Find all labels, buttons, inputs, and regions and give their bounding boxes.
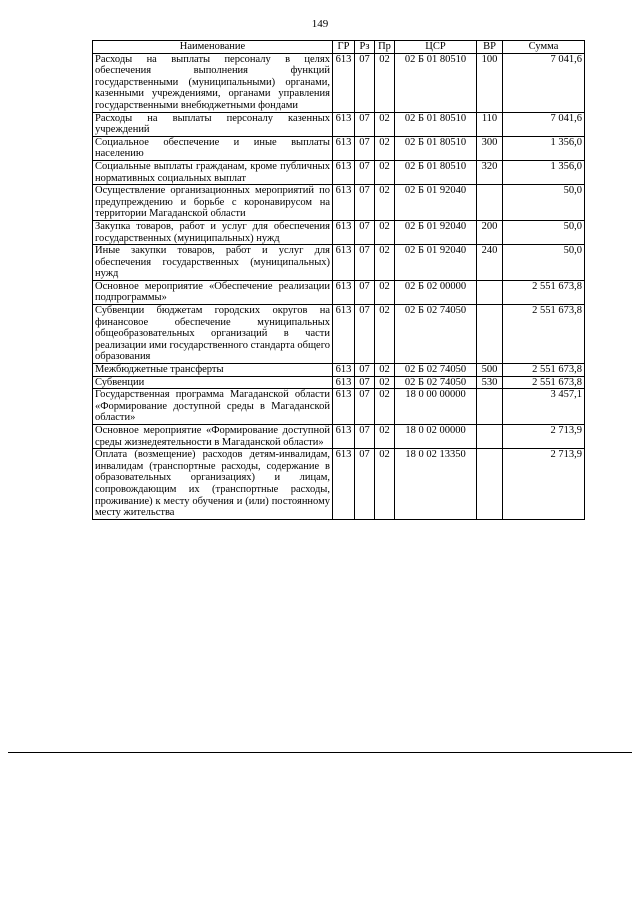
table-row (93, 389, 585, 425)
cell-gr: 613 (333, 185, 355, 221)
cell-vr: 100 (477, 53, 503, 112)
cell-rz: 07 (355, 220, 375, 244)
cell-rz: 07 (355, 449, 375, 520)
cell-pr: 02 (375, 220, 395, 244)
budget-table (92, 40, 585, 520)
cell-gr: 613 (333, 53, 355, 112)
cell-csr: 02 Б 01 80510 (395, 160, 477, 184)
table-row (93, 245, 585, 281)
cell-pr: 02 (375, 364, 395, 377)
cell-pr: 02 (375, 425, 395, 449)
cell-gr: 613 (333, 160, 355, 184)
cell-name: Основное мероприятие «Обеспечение реализации подпрограммы» (93, 280, 333, 304)
cell-gr: 613 (333, 305, 355, 364)
cell-vr (477, 449, 503, 520)
table-row (93, 364, 585, 377)
header-csr: ЦСР (395, 41, 477, 54)
cell-name: Расходы на выплаты персоналу казенных учреждений (93, 112, 333, 136)
cell-gr: 613 (333, 245, 355, 281)
cell-sum: 2 713,9 (503, 449, 585, 520)
cell-vr (477, 280, 503, 304)
cell-name: Субвенции (93, 376, 333, 389)
cell-rz: 07 (355, 136, 375, 160)
cell-name: Оплата (возмещение) расходов детям-инвалидам, инвалидам (транспортные расходы, содержание в образовательных организациях) и лицам, сопровождающим их (транспортные расходы, проживание) к месту обучения и (или) постоянному месту жительства (93, 449, 333, 520)
cell-vr: 300 (477, 136, 503, 160)
cell-csr: 18 0 02 13350 (395, 449, 477, 520)
cell-pr: 02 (375, 185, 395, 221)
cell-rz: 07 (355, 364, 375, 377)
page-divider-line (8, 752, 632, 753)
cell-sum: 2 551 673,8 (503, 376, 585, 389)
cell-gr: 613 (333, 425, 355, 449)
cell-csr: 02 Б 02 74050 (395, 305, 477, 364)
table-row (93, 376, 585, 389)
cell-gr: 613 (333, 449, 355, 520)
cell-pr: 02 (375, 449, 395, 520)
cell-gr: 613 (333, 376, 355, 389)
cell-csr: 02 Б 02 74050 (395, 364, 477, 377)
header-name: Наименование (93, 41, 333, 54)
table-row (93, 136, 585, 160)
header-vr: ВР (477, 41, 503, 54)
cell-gr: 613 (333, 220, 355, 244)
cell-vr: 240 (477, 245, 503, 281)
cell-name: Расходы на выплаты персоналу в целях обеспечения выполнения функций государственными (муниципальными) органами, казенными учреждениями, органами управления государственными внебюджетными фондами (93, 53, 333, 112)
table-row (93, 185, 585, 221)
table-header-row (93, 41, 585, 54)
cell-csr: 02 Б 01 80510 (395, 53, 477, 112)
cell-vr: 530 (477, 376, 503, 389)
table-row (93, 449, 585, 520)
cell-vr (477, 305, 503, 364)
cell-gr: 613 (333, 389, 355, 425)
cell-sum: 2 551 673,8 (503, 280, 585, 304)
cell-rz: 07 (355, 376, 375, 389)
cell-sum: 7 041,6 (503, 112, 585, 136)
cell-name: Субвенции бюджетам городских округов на финансовое обеспечение муниципальных общеобразовательных организаций в части реализации ими государственного стандарта общего образования (93, 305, 333, 364)
cell-vr: 500 (477, 364, 503, 377)
cell-sum: 3 457,1 (503, 389, 585, 425)
cell-pr: 02 (375, 136, 395, 160)
cell-rz: 07 (355, 112, 375, 136)
cell-pr: 02 (375, 376, 395, 389)
cell-rz: 07 (355, 280, 375, 304)
cell-name: Социальные выплаты гражданам, кроме публичных нормативных социальных выплат (93, 160, 333, 184)
cell-name: Межбюджетные трансферты (93, 364, 333, 377)
cell-sum: 2 551 673,8 (503, 305, 585, 364)
cell-pr: 02 (375, 389, 395, 425)
cell-sum: 7 041,6 (503, 53, 585, 112)
cell-sum: 1 356,0 (503, 160, 585, 184)
cell-csr: 02 Б 01 80510 (395, 112, 477, 136)
header-sum: Сумма (503, 41, 585, 54)
cell-pr: 02 (375, 245, 395, 281)
table-row (93, 160, 585, 184)
cell-csr: 02 Б 01 80510 (395, 136, 477, 160)
cell-vr: 200 (477, 220, 503, 244)
cell-rz: 07 (355, 245, 375, 281)
cell-csr: 02 Б 02 74050 (395, 376, 477, 389)
cell-rz: 07 (355, 160, 375, 184)
cell-sum: 2 551 673,8 (503, 364, 585, 377)
cell-name: Закупка товаров, работ и услуг для обеспечения государственных (муниципальных) нужд (93, 220, 333, 244)
cell-vr (477, 185, 503, 221)
cell-pr: 02 (375, 305, 395, 364)
cell-rz: 07 (355, 305, 375, 364)
cell-name: Основное мероприятие «Формирование доступной среды жизнедеятельности в Магаданской области» (93, 425, 333, 449)
cell-vr: 320 (477, 160, 503, 184)
cell-pr: 02 (375, 53, 395, 112)
cell-name: Государственная программа Магаданской области «Формирование доступной среды в Магаданской области» (93, 389, 333, 425)
cell-pr: 02 (375, 280, 395, 304)
header-pr: Пр (375, 41, 395, 54)
table-row (93, 280, 585, 304)
header-gr: ГР (333, 41, 355, 54)
cell-vr (477, 425, 503, 449)
cell-gr: 613 (333, 136, 355, 160)
table-row (93, 425, 585, 449)
table-row (93, 305, 585, 364)
cell-pr: 02 (375, 160, 395, 184)
cell-name: Социальное обеспечение и иные выплаты населению (93, 136, 333, 160)
cell-gr: 613 (333, 364, 355, 377)
cell-sum: 2 713,9 (503, 425, 585, 449)
page-number: 149 (311, 18, 329, 30)
cell-sum: 50,0 (503, 185, 585, 221)
cell-csr: 02 Б 01 92040 (395, 185, 477, 221)
cell-sum: 1 356,0 (503, 136, 585, 160)
cell-sum: 50,0 (503, 220, 585, 244)
table-row (93, 53, 585, 112)
cell-sum: 50,0 (503, 245, 585, 281)
cell-csr: 02 Б 01 92040 (395, 245, 477, 281)
cell-vr: 110 (477, 112, 503, 136)
cell-csr: 18 0 02 00000 (395, 425, 477, 449)
cell-gr: 613 (333, 280, 355, 304)
cell-csr: 18 0 00 00000 (395, 389, 477, 425)
cell-gr: 613 (333, 112, 355, 136)
cell-name: Осуществление организационных мероприятий по предупреждению и борьбе с коронавирусом на территории Магаданской области (93, 185, 333, 221)
cell-rz: 07 (355, 53, 375, 112)
table-row (93, 112, 585, 136)
cell-csr: 02 Б 02 00000 (395, 280, 477, 304)
cell-csr: 02 Б 01 92040 (395, 220, 477, 244)
cell-rz: 07 (355, 185, 375, 221)
cell-vr (477, 389, 503, 425)
table-row (93, 220, 585, 244)
cell-rz: 07 (355, 389, 375, 425)
cell-pr: 02 (375, 112, 395, 136)
cell-name: Иные закупки товаров, работ и услуг для обеспечения государственных (муниципальных) нужд (93, 245, 333, 281)
header-rz: Рз (355, 41, 375, 54)
cell-rz: 07 (355, 425, 375, 449)
